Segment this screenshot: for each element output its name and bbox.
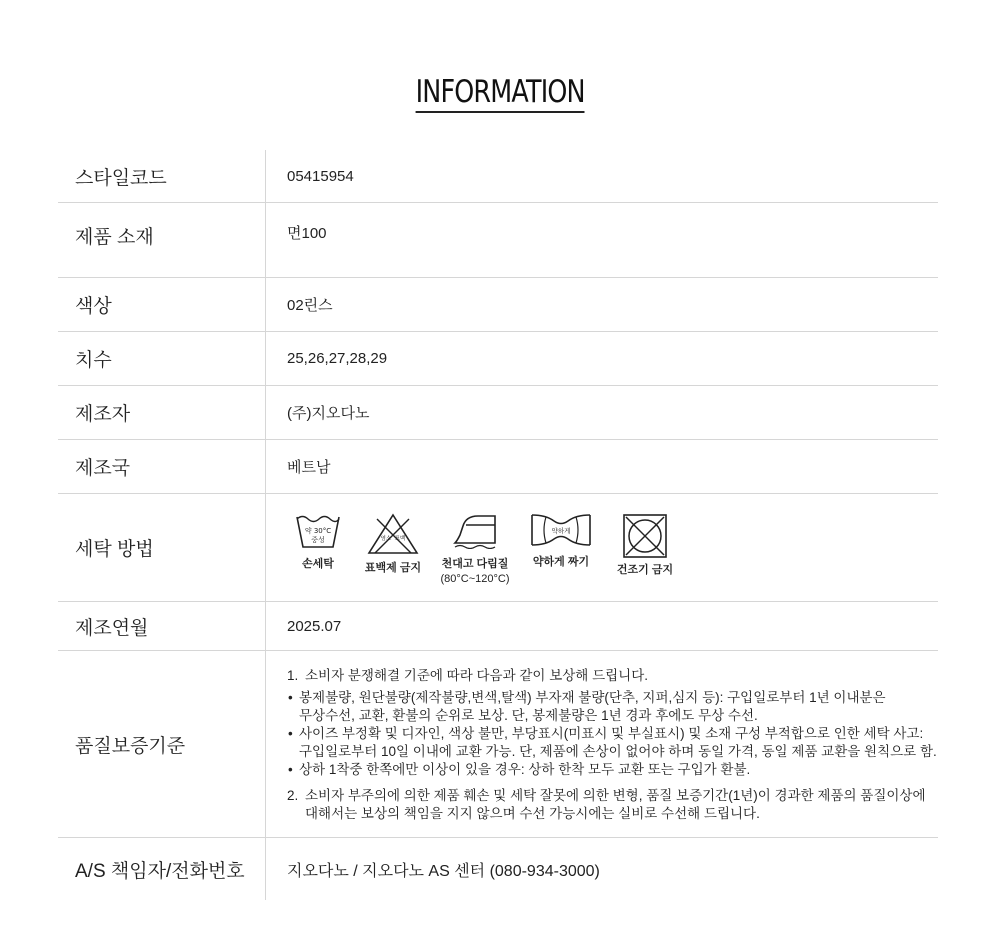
material-label: 제품 소재 bbox=[58, 203, 266, 277]
row-color bbox=[58, 278, 938, 332]
warranty-item-2-number: 2. bbox=[287, 788, 299, 803]
no-tumble-dry-caption: 건조기 금지 bbox=[616, 564, 674, 576]
hand-wash-temp: 약 30°C bbox=[304, 527, 332, 535]
gentle-wring-icon bbox=[530, 513, 592, 547]
row-style-code bbox=[58, 150, 938, 203]
warranty-bullet-2 bbox=[287, 725, 937, 761]
washing-value bbox=[266, 494, 938, 601]
color-label: 색상 bbox=[58, 278, 266, 331]
bullet-mark: • bbox=[288, 690, 293, 705]
row-size bbox=[58, 332, 938, 386]
iron-icon bbox=[452, 513, 498, 549]
color-value: 02린스 bbox=[287, 297, 333, 314]
warranty-value bbox=[266, 651, 938, 837]
no-bleach-caption: 표백제 금지 bbox=[364, 562, 422, 574]
no-bleach-right: 표백 bbox=[394, 536, 406, 542]
wash-item-hand-wash bbox=[287, 513, 349, 572]
page-title: INFORMATION bbox=[415, 74, 584, 113]
iron-temperature: (80°C~120°C) bbox=[440, 573, 510, 585]
manufacture-date-label: 제조연월 bbox=[58, 602, 266, 650]
size-label: 치수 bbox=[58, 332, 266, 385]
row-maker bbox=[58, 386, 938, 440]
gentle-wring-caption: 약하게 짜기 bbox=[532, 556, 590, 568]
info-table bbox=[58, 150, 938, 900]
warranty-bullet-2-line-2: 구입일로부터 10일 이내에 교환 가능. 단, 제품에 손상이 없어야 하며 동일 가격, 동일 제품 교환을 원칙으로 함. bbox=[299, 744, 937, 759]
row-washing bbox=[58, 494, 938, 602]
warranty-label: 품질보증기준 bbox=[58, 651, 266, 837]
size-value: 25,26,27,28,29 bbox=[287, 350, 388, 367]
iron-caption: 천대고 다림질 bbox=[441, 558, 509, 570]
row-country bbox=[58, 440, 938, 494]
maker-label: 제조자 bbox=[58, 386, 266, 439]
hand-wash-icon bbox=[295, 513, 341, 551]
warranty-bullet-1-line-1: 봉제불량, 원단불량(제작불량,변색,탈색) 부자재 불량(단추, 지퍼,심지 등): 구입일로부터 1년 이내분은 bbox=[299, 690, 886, 705]
no-tumble-dry-icon bbox=[622, 513, 668, 559]
wash-item-gentle-wring bbox=[526, 513, 596, 570]
row-as-contact bbox=[58, 838, 938, 900]
title-container bbox=[0, 74, 1000, 113]
washing-label: 세탁 방법 bbox=[58, 494, 266, 601]
style-code-label: 스타일코드 bbox=[58, 150, 266, 202]
warranty-item-1-text: 소비자 분쟁해결 기준에 따라 다음과 같이 보상해 드립니다. bbox=[305, 668, 648, 683]
bullet-mark: • bbox=[288, 726, 293, 741]
warranty-item-2 bbox=[287, 787, 937, 823]
as-contact-value: 지오다노 / 지오다노 AS 센터 (080-934-3000) bbox=[287, 862, 600, 880]
warranty-item-2-line-2: 대해서는 보상의 책임을 지지 않으며 수선 가능시에는 실비로 수선해 드립니다. bbox=[305, 806, 760, 821]
warranty-text bbox=[287, 665, 937, 823]
gentle-wring-inner: 약하게 bbox=[551, 527, 571, 535]
warranty-bullet-1-line-2: 무상수선, 교환, 환불의 순위로 보상. 단, 봉제불량은 1년 경과 후에도 무상 수선. bbox=[299, 708, 758, 723]
warranty-bullet-3-line-1: 상하 1착중 한쪽에만 이상이 있을 경우: 상하 한착 모두 교환 또는 구입가 환불. bbox=[299, 762, 751, 777]
row-warranty bbox=[58, 651, 938, 838]
row-manufacture-date bbox=[58, 602, 938, 651]
material-value: 면100 bbox=[287, 225, 327, 242]
country-label: 제조국 bbox=[58, 440, 266, 493]
wash-item-iron bbox=[436, 513, 514, 586]
warranty-bullet-2-line-1: 사이즈 부정확 및 디자인, 색상 불만, 부당표시(미표시 및 부실표시) 및 소재 구성 부적합으로 인한 세탁 사고: bbox=[299, 726, 924, 741]
warranty-bullet-3 bbox=[287, 761, 937, 779]
wash-item-no-tumble-dry bbox=[610, 513, 680, 578]
country-value: 베트남 bbox=[287, 459, 331, 476]
warranty-item-2-line-1: 소비자 부주의에 의한 제품 훼손 및 세탁 잘못에 의한 변형, 품질 보증기간(1년)이 경과한 제품의 품질이상에 bbox=[305, 788, 926, 803]
hand-wash-detergent: 중성 bbox=[311, 536, 325, 544]
style-code-value: 05415954 bbox=[287, 167, 354, 185]
wash-item-no-bleach bbox=[359, 513, 427, 576]
no-bleach-left: 염소 bbox=[380, 536, 392, 542]
hand-wash-caption: 손세탁 bbox=[302, 558, 334, 570]
row-material bbox=[58, 203, 938, 278]
as-contact-label: A/S 책임자/전화번호 bbox=[58, 838, 266, 900]
warranty-bullet-1 bbox=[287, 689, 937, 725]
warranty-item-1-number: 1. bbox=[287, 668, 299, 683]
maker-value: (주)지오다노 bbox=[287, 405, 370, 422]
bullet-mark: • bbox=[288, 762, 293, 777]
manufacture-date-value: 2025.07 bbox=[287, 617, 342, 635]
warranty-item-1 bbox=[287, 667, 937, 685]
no-bleach-icon bbox=[367, 513, 419, 555]
wash-icons bbox=[287, 509, 680, 586]
